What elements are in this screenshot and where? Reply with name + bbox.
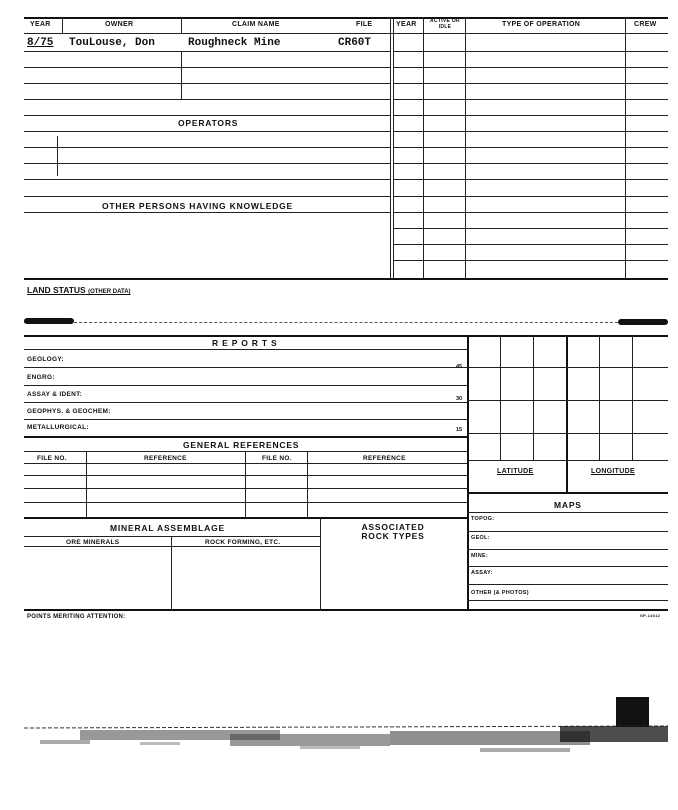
reports-bottom-line bbox=[24, 436, 467, 438]
header-year-2: YEAR bbox=[396, 21, 417, 28]
entry-owner: TouLouse, Don bbox=[69, 37, 155, 49]
map-other: OTHER (& PHOTOS) bbox=[471, 590, 529, 596]
reports-line bbox=[24, 367, 467, 368]
ref-reference-header-2: REFERENCE bbox=[363, 455, 406, 462]
entry-year: 8/75 bbox=[27, 37, 54, 49]
longitude-label: LONGITUDE bbox=[591, 468, 635, 475]
other-persons-line bbox=[24, 212, 390, 213]
operators-line bbox=[24, 196, 390, 197]
header-vline bbox=[181, 17, 182, 33]
mineral-line bbox=[24, 536, 320, 537]
ops-row-line bbox=[393, 131, 668, 132]
ref-file-no-header: FILE NO. bbox=[37, 455, 67, 462]
maps-line bbox=[467, 531, 668, 532]
other-persons-title: OTHER PERSONS HAVING KNOWLEDGE bbox=[102, 201, 294, 211]
mineral-vline bbox=[320, 517, 321, 609]
maps-line bbox=[467, 600, 668, 601]
general-references-title: GENERAL REFERENCES bbox=[183, 440, 300, 450]
maps-line bbox=[467, 549, 668, 550]
grid-hline bbox=[467, 433, 668, 434]
scan-noise bbox=[0, 720, 678, 810]
operators-line bbox=[24, 163, 390, 164]
mineral-vline bbox=[171, 536, 172, 609]
owner-row-line bbox=[24, 51, 390, 52]
main-vline-right bbox=[390, 17, 391, 279]
mineral-line bbox=[24, 546, 320, 547]
maps-line bbox=[467, 566, 668, 567]
grid-hline bbox=[467, 460, 668, 461]
header-type-of-operation: TYPE OF OPERATION bbox=[502, 21, 581, 28]
top-border bbox=[24, 17, 668, 19]
entry-file: CR60T bbox=[338, 37, 372, 49]
operators-line bbox=[24, 179, 390, 180]
land-status-title: LAND STATUS bbox=[27, 285, 86, 295]
report-geophys: GEOPHYS. & GEOCHEM: bbox=[27, 408, 111, 415]
reports-title: R E P O R T S bbox=[212, 338, 278, 348]
maps-line bbox=[467, 512, 668, 513]
form-code: SP-14012 bbox=[640, 613, 661, 618]
report-assay: ASSAY & IDENT: bbox=[27, 391, 83, 398]
grid-vline bbox=[533, 335, 534, 460]
ops-row-line bbox=[393, 260, 668, 261]
header-divider bbox=[24, 33, 668, 34]
references-vline bbox=[86, 451, 87, 517]
ops-row-line bbox=[393, 115, 668, 116]
ops-row-line bbox=[393, 67, 668, 68]
reports-line bbox=[24, 349, 467, 350]
ops-row-line bbox=[393, 228, 668, 229]
references-vline bbox=[307, 451, 308, 517]
rock-forming-header: ROCK FORMING, ETC. bbox=[205, 539, 281, 546]
owner-row-line bbox=[24, 83, 390, 84]
references-bottom-line bbox=[24, 517, 467, 519]
operators-top-line bbox=[24, 115, 390, 116]
operators-title: OPERATORS bbox=[178, 118, 239, 128]
maps-title: MAPS bbox=[554, 500, 582, 510]
scale-number: 45 bbox=[456, 364, 463, 370]
land-status-heading bbox=[27, 285, 131, 295]
scale-number: 15 bbox=[456, 427, 463, 433]
header-year: YEAR bbox=[30, 21, 51, 28]
owner-row-line bbox=[24, 67, 390, 68]
references-vline bbox=[245, 451, 246, 517]
grid-hline bbox=[467, 367, 668, 368]
reports-line bbox=[24, 402, 467, 403]
ops-row-line bbox=[393, 51, 668, 52]
header-active-idle: ACTIVE OR IDLE bbox=[430, 18, 460, 30]
active-col-vline bbox=[465, 17, 466, 279]
coords-bottom-line bbox=[467, 492, 668, 494]
mineral-assemblage-title: MINERAL ASSEMBLAGE bbox=[110, 523, 225, 533]
header-vline bbox=[62, 17, 63, 33]
grid-vline bbox=[632, 335, 633, 460]
ops-row-line bbox=[393, 163, 668, 164]
report-engrg: ENGRG: bbox=[27, 374, 55, 381]
ops-row-line bbox=[393, 147, 668, 148]
grid-hline bbox=[467, 400, 668, 401]
main-vline-right-double bbox=[393, 17, 394, 279]
header-file: FILE bbox=[356, 21, 373, 28]
ops-row-line bbox=[393, 99, 668, 100]
upper-block-bottom bbox=[24, 278, 668, 280]
operators-line bbox=[24, 131, 390, 132]
report-metallurgical: METALLURGICAL: bbox=[27, 424, 89, 431]
header-owner: OWNER bbox=[105, 21, 134, 28]
reports-right-vline bbox=[467, 335, 469, 609]
map-mine: MINE: bbox=[471, 553, 489, 559]
grid-vline bbox=[500, 335, 501, 460]
ref-reference-header: REFERENCE bbox=[144, 455, 187, 462]
fold-line bbox=[24, 322, 668, 323]
ops-row-line bbox=[393, 179, 668, 180]
owner-row-line bbox=[24, 99, 390, 100]
reports-line bbox=[24, 419, 467, 420]
entry-claim-name: Roughneck Mine bbox=[188, 37, 281, 49]
ink-smear bbox=[24, 318, 74, 324]
associated-rock-types-title: ASSOCIATED ROCK TYPES bbox=[361, 522, 425, 541]
ops-row-line bbox=[393, 196, 668, 197]
ore-minerals-header: ORE MINERALS bbox=[66, 539, 120, 546]
maps-line bbox=[467, 584, 668, 585]
map-assay: ASSAY: bbox=[471, 570, 493, 576]
grid-vline-center bbox=[566, 335, 568, 492]
header-claim-name: CLAIM NAME bbox=[232, 21, 280, 28]
grid-vline bbox=[599, 335, 600, 460]
lower-block-bottom bbox=[24, 609, 668, 611]
land-status-subtitle: (OTHER DATA) bbox=[88, 289, 131, 295]
scale-number: 30 bbox=[456, 396, 463, 402]
ops-row-line bbox=[393, 212, 668, 213]
owner-vline bbox=[181, 51, 182, 99]
crew-col-vline bbox=[625, 17, 626, 279]
points-meriting-attention: POINTS MERITING ATTENTION: bbox=[27, 614, 126, 620]
map-geol: GEOL: bbox=[471, 535, 490, 541]
header-crew: CREW bbox=[634, 21, 657, 28]
operators-vline bbox=[57, 136, 58, 176]
ops-row-line bbox=[393, 83, 668, 84]
reports-line bbox=[24, 385, 467, 386]
latitude-label: LATITUDE bbox=[497, 468, 534, 475]
map-topog: TOPOG: bbox=[471, 516, 495, 522]
ops-row-line bbox=[393, 244, 668, 245]
ref-file-no-header-2: FILE NO. bbox=[262, 455, 292, 462]
reports-top-border bbox=[24, 335, 668, 337]
ink-smear bbox=[618, 319, 668, 325]
year-col-vline bbox=[423, 17, 424, 279]
operators-line bbox=[24, 147, 390, 148]
report-geology: GEOLOGY: bbox=[27, 356, 64, 363]
